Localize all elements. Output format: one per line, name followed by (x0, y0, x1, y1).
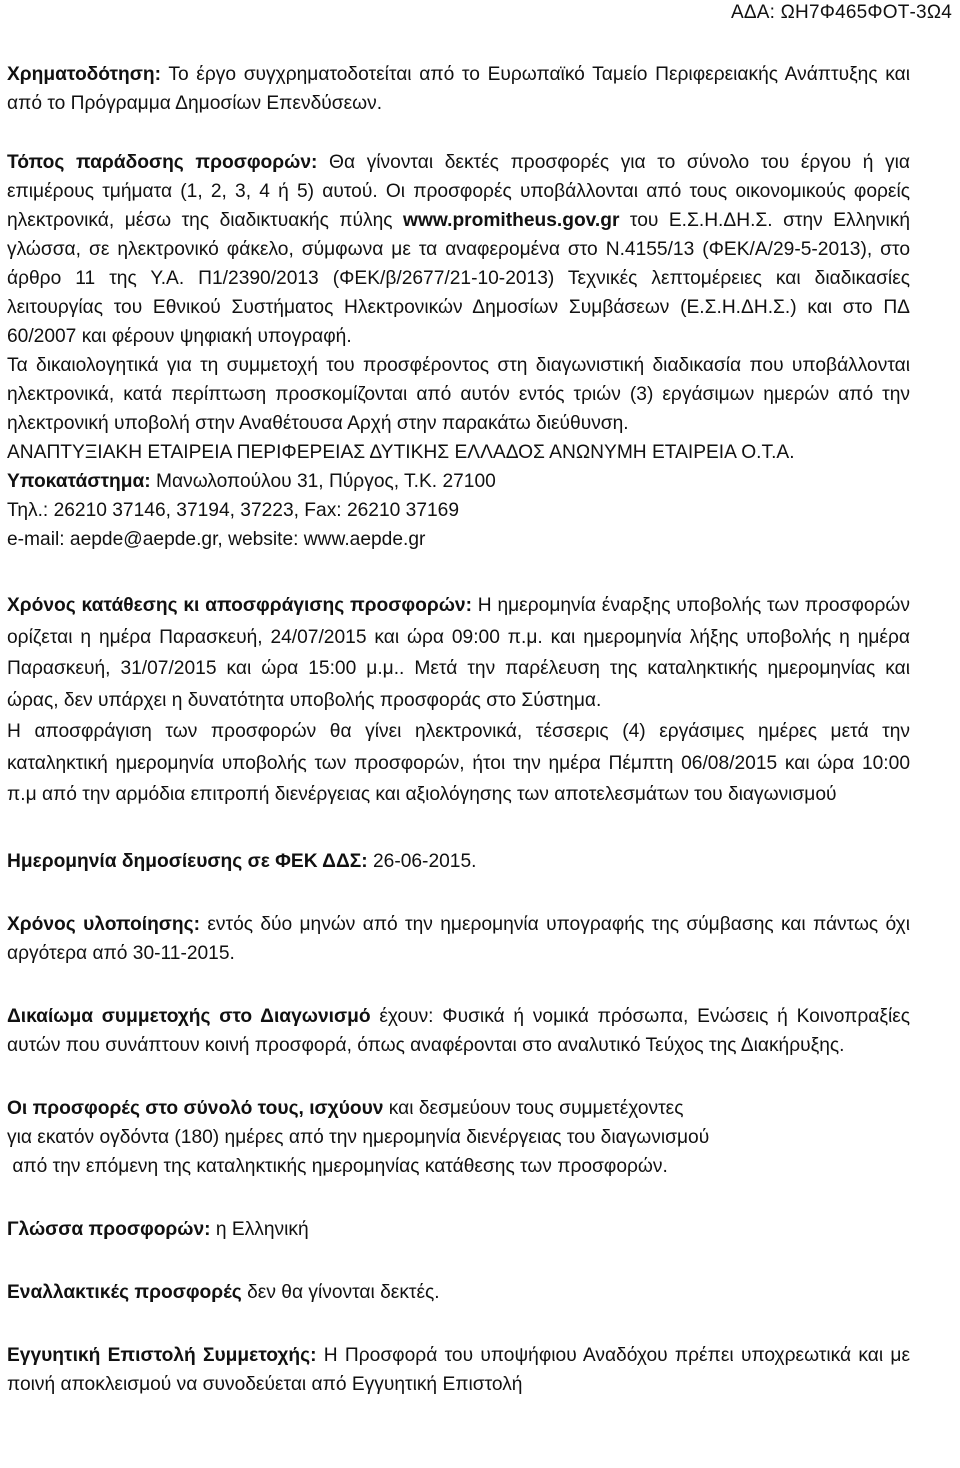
publication-label: Ημερομηνία δημοσίευσης σε ΦΕΚ ΔΔΣ: (7, 850, 368, 872)
guarantee-text: Η Προσφορά του υποψήφιου Αναδόχου πρέπει υποχρεωτικά και με ποινή αποκλεισμού να συνοδεύεται από Εγγυητική Επιστολή (7, 1344, 911, 1395)
language-paragraph (7, 1215, 910, 1244)
eligibility-label-suffix: έχουν: (370, 1005, 434, 1027)
validity-line2: για εκατόν ογδόντα (180) ημέρες από την ημερομηνία διενέργειας του διαγωνισμού (7, 1126, 710, 1148)
delivery-label: Τόπος παράδοσης προσφορών: (7, 152, 318, 173)
completion-label: Χρόνος υλοποίησης: (7, 913, 201, 935)
company-name: ΑΝΑΠΤΥΞΙΑΚΗ ΕΤΑΙΡΕΙΑ ΠΕΡΙΦΕΡΕΙΑΣ ΔΥΤΙΚΗΣ ΕΛΛΑΔΟΣ ΑΝΩΝΥΜΗ ΕΤΑΙΡΕΙΑ Ο.Τ.Α. (7, 442, 795, 463)
completion-text: εντός δύο μηνών από την ημερομηνία υπογραφής της σύμβασης και πάντως όχι αργότερα από 30-11-2015. (7, 913, 910, 964)
delivery-paragraph (7, 148, 910, 351)
validity-label: Οι προσφορές στο σύνολό τους, ισχύουν (7, 1097, 384, 1119)
supporting-docs-paragraph: Τα δικαιολογητικά για τη συμμετοχή του προσφέροντος στη διαγωνιστική διαδικασία που υποβάλλονται ηλεκτρονικά, κατά περίπτωση προσκομίζονται από αυτόν εντός τριών (3) εργάσιμων ημερών από την ηλεκτρονική υποβολή στην Αναθέτουσα Αρχή στην παρακάτω διεύθυνση. (7, 355, 910, 434)
validity-paragraph (7, 1094, 910, 1123)
validity-line3: από την επόμενη της καταληκτικής ημερομηνίας κατάθεσης των προσφορών. (7, 1155, 668, 1177)
timing-label: Χρόνος κατάθεσης κι αποσφράγισης προσφορών: (7, 595, 472, 616)
validity-line1: και δεσμεύουν τους συμμετέχοντες (383, 1097, 684, 1119)
language-text: η Ελληνική (210, 1218, 309, 1240)
funding-paragraph (7, 60, 910, 118)
funding-label: Χρηματοδότηση: (7, 64, 162, 85)
opening-paragraph: Η αποσφράγιση των προσφορών θα γίνει ηλεκτρονικά, τέσσερις (4) εργάσιμες ημέρες μετά την καταληκτική ημερομηνία υποβολής των προσφορών, ήτοι την ημέρα Πέμπτη 06/08/2015 και ώρα 10:00 π.μ από την αρμόδια επιτροπή διενέργειας και αξιολόγησης των αποτελεσμάτων του διαγωνισμού (7, 721, 910, 805)
contact-phone: Τηλ.: 26210 37146, 37194, 37223, Fax: 26210 37169 (7, 500, 460, 521)
alternatives-paragraph (7, 1278, 910, 1307)
language-label: Γλώσσα προσφορών: (7, 1218, 211, 1240)
timing-paragraph (7, 590, 910, 716)
alternatives-label: Εναλλακτικές προσφορές (7, 1281, 242, 1303)
publication-paragraph (7, 847, 910, 876)
publication-text: 26-06-2015. (367, 850, 477, 872)
alternatives-text: δεν θα γίνονται δεκτές. (241, 1281, 440, 1303)
contact-email: e-mail: aepde@aepde.gr, website: www.aepde.gr (7, 529, 426, 550)
branch-address (7, 467, 910, 496)
branch-text: Μανωλοπούλου 31, Πύργος, Τ.Κ. 27100 (150, 471, 496, 492)
delivery-text-continued: του Ε.Σ.Η.ΔΗ.Σ. στην Ελληνική γλώσσα, σε ηλεκτρονικό φάκελο, σύμφωνα με τα αναφερομένα στο Ν.4155/13 (ΦΕΚ/Α/29-5-2013), στο άρθρο 11 της Υ.Α. Π1/2390/2013 (ΦΕΚ/β/2677/21-10-2013) Τεχνικές λεπτομέρειες και διαδικασίες λειτουργίας του Εθνικού Συστήματος Ηλεκτρονικών Δημοσίων Συμβάσεων (Ε.Σ.Η.ΔΗ.Σ.) και στο ΠΔ 60/2007 και φέρουν ψηφιακή υπογραφή. (7, 210, 911, 347)
eligibility-paragraph (7, 1002, 910, 1060)
timing-text: Η ημερομηνία έναρξης υποβολής των προσφορών ορίζεται η ημέρα Παρασκευή, 24/07/2015 και ώρα 09:00 π.μ. και ημερομηνία λήξης υποβολής η ημέρα Παρασκευή, 31/07/2015 και ώρα 15:00 μ.μ.. Μετά την παρέλευση της καταληκτικής ημερομηνίας και ώρας, δεν υπάρχει η δυνατότητα υποβολής προσφοράς στο Σύστημα. (7, 595, 911, 711)
eligibility-text: Φυσικά ή νομικά πρόσωπα, Ενώσεις ή Κοινοπραξίες αυτών που συνάπτουν κοινή προσφορά, όπως αναφέρονται στο αναλυτικό Τεύχος της Διακήρυξης. (7, 1005, 911, 1056)
ada-identifier: ΑΔΑ: ΩΗ7Φ465ΦΟΤ-3Ω4 (731, 2, 952, 23)
guarantee-label: Εγγυητική Επιστολή Συμμετοχής: (7, 1344, 317, 1366)
delivery-text: Θα γίνονται δεκτές προσφορές για το σύνολο του έργου ή για επιμέρους τμήματα (1, 2, 3, 4 ή 5) αυτού. Οι προσφορές υποβάλλονται από τους οικονομικούς φορείς ηλεκτρονικά, μέσω της διαδικτυακής πύλης (7, 152, 910, 231)
portal-link[interactable]: www.promitheus.gov.gr (403, 210, 620, 231)
eligibility-label: Δικαίωμα συμμετοχής στο Διαγωνισμό (7, 1005, 371, 1027)
document-body (7, 60, 910, 1399)
completion-paragraph (7, 910, 910, 968)
funding-text: Το έργο συγχρηματοδοτείται από το Ευρωπαϊκό Ταμείο Περιφερειακής Ανάπτυξης και από το Πρόγραμμα Δημοσίων Επενδύσεων. (7, 64, 910, 114)
guarantee-paragraph (7, 1341, 910, 1399)
branch-label: Υποκατάστημα: (7, 471, 151, 492)
